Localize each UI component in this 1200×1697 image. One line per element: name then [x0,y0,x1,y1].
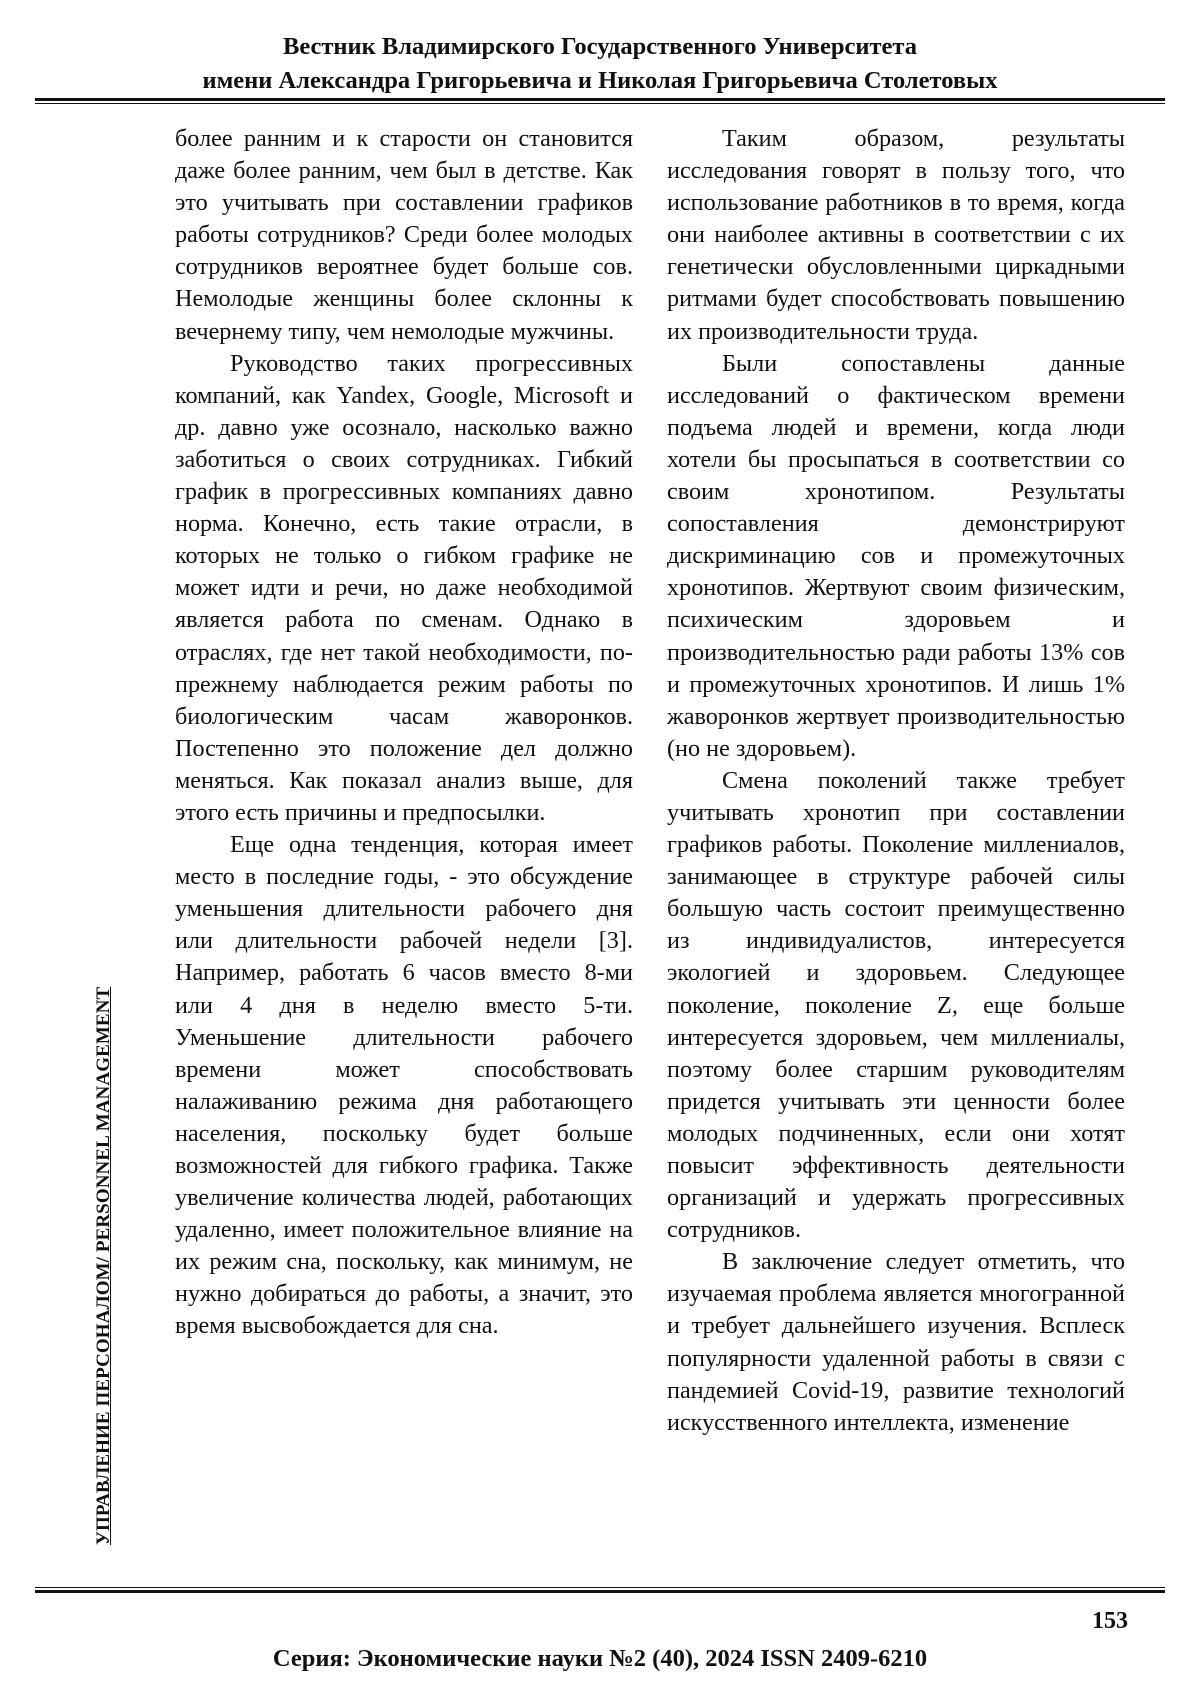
paragraph: В заключение следует отметить, что изучаемая проблема является многогранной и требует дальнейшего изучения. Всплеск популярности удаленной работы в связи с пандемией Covid-19, развитие технологий искусственного интеллекта, изменение [667,1248,1125,1436]
paragraph: более ранним и к старости он становится даже более ранним, чем был в детстве. Как это учитывать при составлении графиков работы сотрудников? Среди более молодых сотрудников вероятнее будет больше сов. Немолодые женщины более склонны к вечернему типу, чем немолодые мужчины. [175,125,633,345]
right-column [667,123,1125,1439]
paragraph: Были сопоставлены данные исследований о фактическом времени подъема людей и времени, когда люди хотели бы просыпаться в соответствии со своим хронотипом. Результаты сопоставления демонстрируют дискриминацию сов и промежуточных хронотипов. Жертвуют своим физическим, психическим здоровьем и производительностью ради работы 13% сов и промежуточных хронотипов. И лишь 1% жаворонков жертвует производительностью (но не здоровьем). [667,349,1125,762]
journal-title-line-1: Вестник Владимирского Государственного Университета [283,33,917,60]
footer-rule [35,1587,1165,1593]
page-number: 153 [1092,1608,1128,1634]
header-rule [35,98,1165,104]
paragraph: Таким образом, результаты исследования говорят в пользу того, что использование работников в то время, когда они наиболее активны в соответствии с их генетически обусловленными циркадными ритмами будет способствовать повышению их производительности труда. [667,125,1125,345]
journal-header [35,30,1165,98]
section-side-label: УПРАВЛЕНИЕ ПЕРСОНАЛОМ/ PERSONNEL MANAGEMENT [93,986,114,1545]
paragraph: Еще одна тенденция, которая имеет место в последние годы, - это обсуждение уменьшения длительности рабочего дня или длительности рабочей недели [3]. Например, работать 6 часов вместо 8-ми или 4 дня в неделю вместо 5-ти. Уменьшение длительности рабочего времени может способствовать налаживанию режима дня работающего населения, поскольку будет больше возможностей для гибкого графика. Также увеличение количества людей, работающих удаленно, имеет положительное влияние на их режим сна, поскольку, как минимум, не нужно добираться до работы, а значит, это время высвобождается для сна. [175,831,633,1340]
series-footer: Серия: Экономические науки №2 (40), 2024 ISSN 2409-6210 [272,1645,928,1672]
paragraph: Руководство таких прогрессивных компаний, как Yandex, Google, Microsoft и др. давно уже осознало, насколько важно заботиться о своих сотрудниках. Гибкий график в прогрессивных компаниях давно норма. Конечно, есть такие отрасли, в которых не только о гибком графике не может идти и речи, но даже необходимой является работа по сменам. Однако в отраслях, где нет такой необходимости, по-прежнему наблюдается режим работы по биологическим часам жаворонков. Постепенно это положение дел должно меняться. Как показал анализ выше, для этого есть причины и предпосылки. [175,349,633,826]
paragraph: Смена поколений также требует учитывать хронотип при составлении графиков работы. Поколение миллениалов, занимающее в структуре рабочей силы большую часть состоит преимущественно из индивидуалистов, интересуется экологией и здоровьем. Следующее поколение, поколение Z, еще больше интересуется здоровьем, чем миллениалы, поэтому более старшим руководителям придется учитывать эти ценности более молодых подчиненных, если они хотят повысит эффективность деятельности организаций и удержать прогрессивных сотрудников. [667,766,1125,1244]
journal-title-line-2: имени Александра Григорьевича и Николая Григорьевича Столетовых [202,67,998,94]
left-column [175,123,633,1343]
